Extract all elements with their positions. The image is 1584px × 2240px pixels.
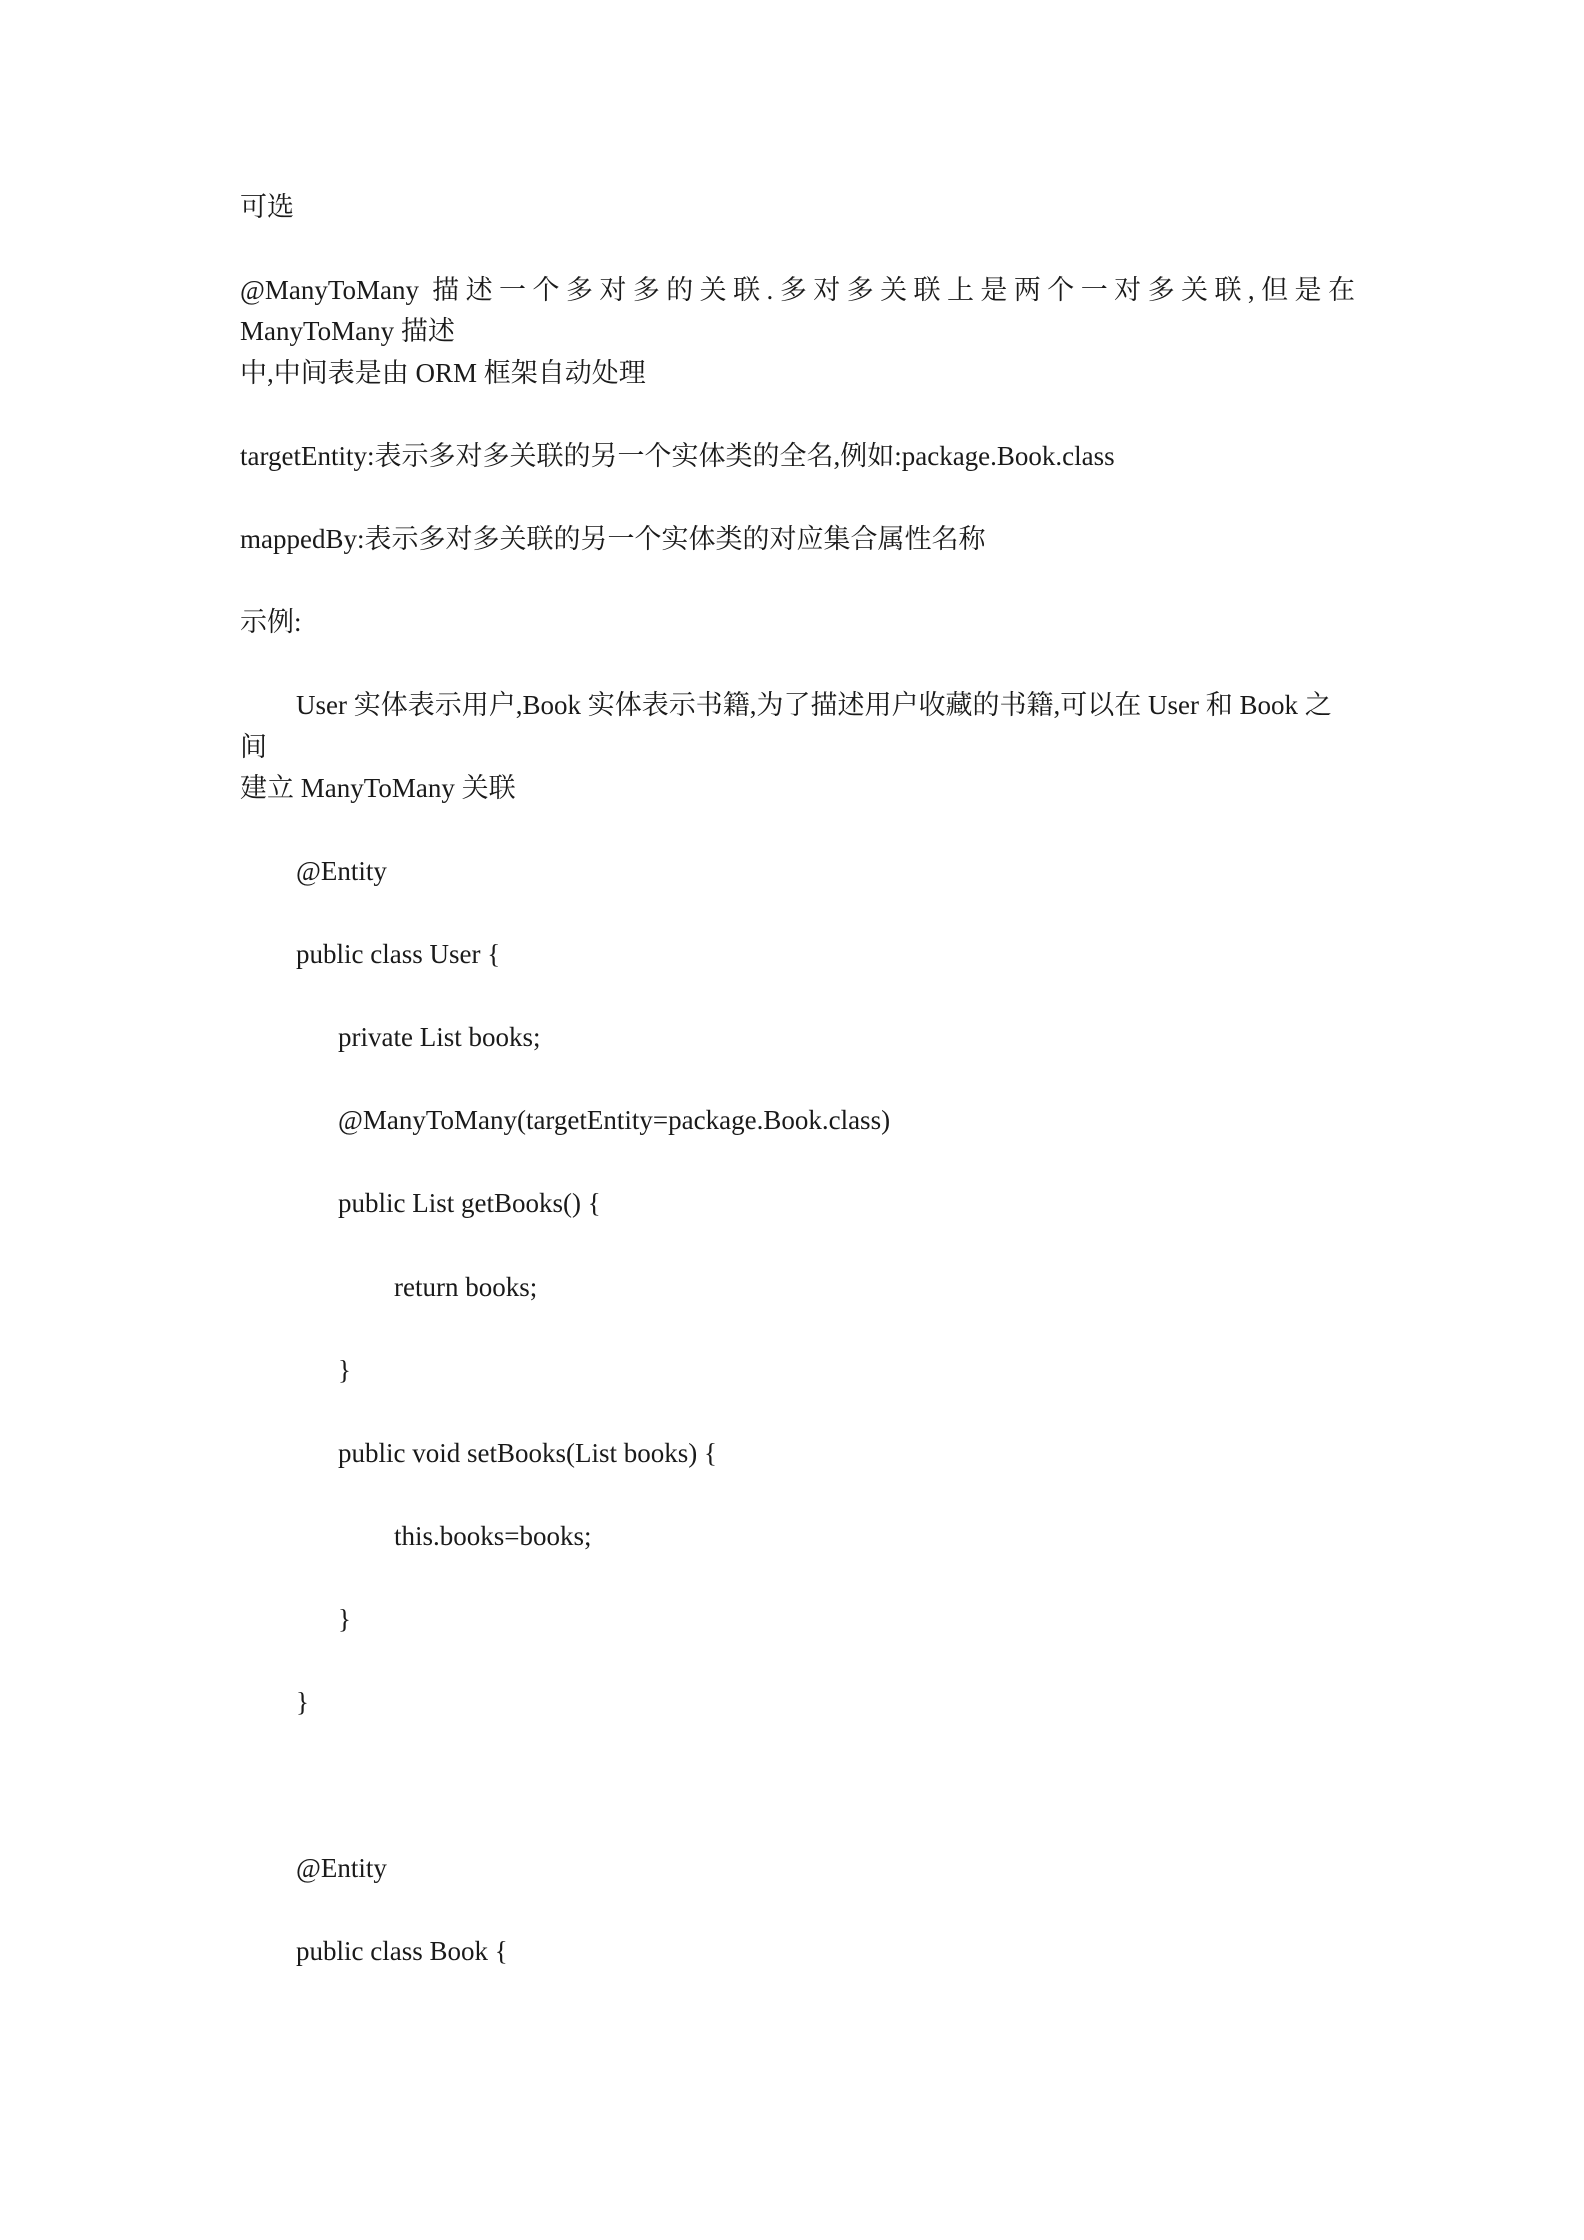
user-setter-assignment: this.books=books; [394,1521,592,1551]
mapped-by-desc: mappedBy:表示多对多关联的另一个实体类的对应集合属性名称 [240,524,986,554]
user-manytomany-annotation: @ManyToMany(targetEntity=package.Book.class) [338,1105,891,1135]
example-intro-line3: 建立 ManyToMany 关联 [240,773,516,803]
example-label: 示例: [240,607,302,637]
user-setter-declaration: public void setBooks(List books) { [338,1438,717,1468]
user-books-field: private List books; [338,1022,541,1052]
target-entity-desc: targetEntity:表示多对多关联的另一个实体类的全名,例如:package.Book.class [240,441,1115,471]
user-getter-close-brace: } [338,1355,351,1385]
user-getter-return: return books; [394,1272,538,1302]
book-entity-annotation: @Entity [296,1853,387,1883]
user-class-close-brace: } [296,1687,309,1717]
example-intro-line1: User 实体表示用户,Book 实体表示书籍,为了描述用户收藏的书籍,可以在 User 和 Book 之 [296,690,1332,720]
user-setter-close-brace: } [338,1604,351,1634]
user-entity-annotation: @Entity [296,856,387,886]
heading-optional: 可选 [240,192,294,222]
example-intro-line2: 间 [240,732,267,762]
user-getter-declaration: public List getBooks() { [338,1188,601,1218]
manytomany-desc-line3: 中,中间表是由 ORM 框架自动处理 [240,358,646,388]
book-class-declaration: public class Book { [296,1936,508,1966]
manytomany-desc-line1: @ManyToMany 描述一个多对多的关联.多对多关联上是两个一对多关联,但是在 [240,275,1355,305]
user-class-declaration: public class User { [296,939,501,969]
manytomany-desc-line2: ManyToMany 描述 [240,316,455,346]
